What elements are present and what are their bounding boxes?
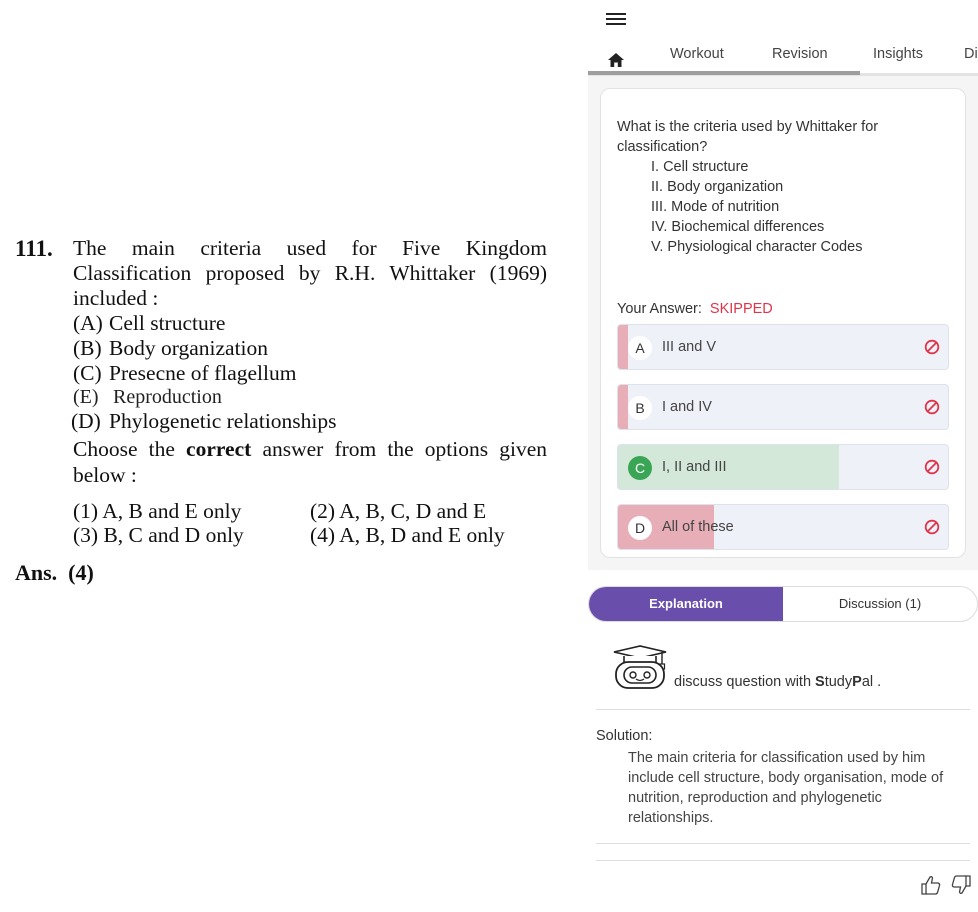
brand-p: P xyxy=(852,674,862,690)
option-e xyxy=(73,385,222,409)
ban-icon xyxy=(924,459,940,475)
question-number: 111. xyxy=(15,236,53,261)
option-d xyxy=(71,409,337,433)
choice-c[interactable] xyxy=(617,444,949,490)
option-tag: (A) xyxy=(73,311,103,335)
option-text: Cell structure xyxy=(109,311,226,335)
choice-percentage-fill xyxy=(618,325,628,369)
tab-di[interactable]: Di xyxy=(964,46,978,62)
your-answer xyxy=(617,301,773,317)
divider xyxy=(596,860,970,861)
explanation-discussion-toggle xyxy=(588,586,978,622)
answer-option-4: (4) A, B, D and E only xyxy=(310,523,505,547)
ban-icon xyxy=(924,519,940,535)
option-text: Presecne of flagellum xyxy=(109,361,297,385)
option-tag: (B) xyxy=(73,336,102,360)
choice-b[interactable] xyxy=(617,384,949,430)
choice-letter-badge: B xyxy=(628,396,652,420)
option-text: Reproduction xyxy=(113,386,222,408)
tab-workout[interactable]: Workout xyxy=(670,46,724,62)
choice-label: III and V xyxy=(662,339,717,355)
question-card xyxy=(600,88,966,558)
solution-text: The main criteria for classification used by him include cell structure, body organisation, mode of nutrition, reproduction and phylogenetic relationships. xyxy=(628,750,944,826)
solution-label: Solution: xyxy=(596,728,653,744)
divider xyxy=(596,709,970,710)
option-tag: (E) xyxy=(73,386,99,408)
choice-label: I, II and III xyxy=(662,459,727,475)
brand-s: S xyxy=(815,674,825,690)
your-answer-status: SKIPPED xyxy=(709,301,773,317)
option-tag: (D) xyxy=(71,409,101,433)
statement-item: V. Physiological character Codes xyxy=(651,239,863,255)
choice-label: I and IV xyxy=(662,399,712,415)
statement-item: III. Mode of nutrition xyxy=(651,199,780,215)
choice-label: All of these xyxy=(662,519,734,535)
home-icon[interactable] xyxy=(608,47,624,61)
final-answer: Ans. (4) xyxy=(15,560,94,585)
answer-option-2: (2) A, B, C, D and E xyxy=(310,499,487,523)
studypal-prompt[interactable]: discuss question with StudyPal . xyxy=(674,674,882,690)
active-tab-indicator xyxy=(588,71,860,75)
question-text: The main criteria used for Five Kingdom Classification proposed by R.H. Whittaker (1969) included : xyxy=(73,236,547,310)
instruction-text: Choose the correct answer from the options given below : xyxy=(73,437,548,487)
choice-a[interactable] xyxy=(617,324,949,370)
tab-discussion[interactable]: Discussion (1) xyxy=(838,596,922,611)
ban-icon xyxy=(924,339,940,355)
option-tag: (C) xyxy=(73,361,102,385)
thumbs-down-icon[interactable] xyxy=(950,874,972,896)
statement-item: IV. Biochemical differences xyxy=(651,219,825,235)
studypal-robot-icon xyxy=(610,644,670,690)
statement-item: I. Cell structure xyxy=(651,159,749,175)
your-answer-label: Your Answer: xyxy=(617,301,702,317)
tab-bar xyxy=(588,38,978,76)
statement-list xyxy=(651,157,862,257)
app-panel xyxy=(588,0,978,912)
question-card-area xyxy=(588,76,978,570)
answer-option-1: (1) A, B and E only xyxy=(73,499,242,523)
choice-percentage-fill xyxy=(618,385,628,429)
choice-letter-badge: A xyxy=(628,336,652,360)
option-a xyxy=(73,311,225,335)
option-text: Body organization xyxy=(109,336,269,360)
tab-revision[interactable]: Revision xyxy=(772,46,828,62)
choice-d[interactable] xyxy=(617,504,949,550)
thumbs-up-icon[interactable] xyxy=(920,874,942,896)
answer-option-3: (3) B, C and D only xyxy=(73,523,244,547)
hamburger-icon[interactable] xyxy=(606,11,626,29)
instruction-bold: correct xyxy=(186,437,252,461)
tab-explanation[interactable]: Explanation xyxy=(589,587,783,621)
tab-insights[interactable]: Insights xyxy=(873,46,923,62)
ban-icon xyxy=(924,399,940,415)
option-c xyxy=(73,361,296,385)
option-text: Phylogenetic relationships xyxy=(109,409,337,433)
choice-letter-badge: C xyxy=(628,456,652,480)
question-title: What is the criteria used by Whittaker for classification? xyxy=(617,119,879,155)
choice-letter-badge: D xyxy=(628,516,652,540)
statement-item: II. Body organization xyxy=(651,179,784,195)
option-b xyxy=(73,336,268,360)
divider xyxy=(596,843,970,844)
